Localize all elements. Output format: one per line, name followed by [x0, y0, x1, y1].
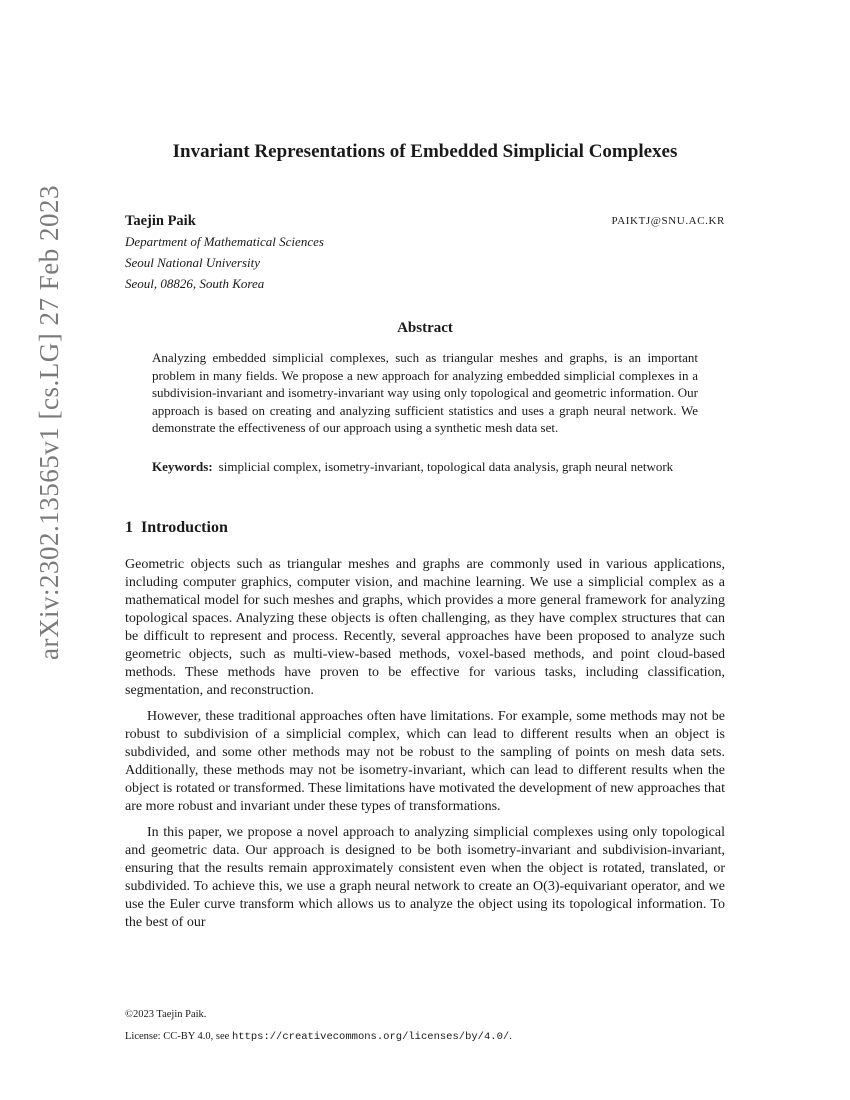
- paragraph: However, these traditional approaches often have limitations. For example, some methods may not be robust to subdivision of a simplicial complex, which can lead to different results when an object is subdivided, and some other methods may not be robust to the sampling of points on mesh data sets. Additionally, these methods may not be isometry-invariant, which can lead to different results when the object is rotated or transformed. These limitations have motivated the development of new approaches that are more robust and invariant under these types of transformations.: [125, 709, 725, 814]
- section-heading: [125, 519, 228, 537]
- keywords: [152, 458, 698, 476]
- copyright-line: ©2023 Taejin Paik.: [125, 1009, 207, 1020]
- affiliation-university: Seoul National University: [125, 255, 261, 270]
- affiliation-department: Department of Mathematical Sciences: [125, 234, 324, 249]
- license-line: [125, 1026, 725, 1048]
- keywords-text: simplicial complex, isometry-invariant, topological data analysis, graph neural network: [218, 459, 674, 474]
- abstract-heading: Abstract: [397, 320, 453, 336]
- section-title: Introduction: [141, 519, 228, 536]
- author-email: PAIKTJ@SNU.AC.KR: [611, 215, 725, 227]
- section-body: [125, 556, 725, 940]
- paragraph: Geometric objects such as triangular meshes and graphs are commonly used in various applications, including computer graphics, computer vision, and machine learning. We use a simplicial complex as a mathematical model for such meshes and graphs, which provides a more general framework for analyzing topological spaces. Analyzing these objects is often challenging, as they have complex structures that can be difficult to represent and process. Recently, several approaches have been proposed to analyze such geometric objects, such as multi-view-based methods, voxel-based methods, and point cloud-based methods. These methods have proven to be effective for various tasks, including classification, segmentation, and reconstruction.: [125, 557, 725, 698]
- arxiv-identifier-stamp: arXiv:2302.13565v1 [cs.LG] 27 Feb 2023: [34, 185, 64, 660]
- license-link[interactable]: https://creativecommons.org/licenses/by/4.0/: [231, 1031, 510, 1043]
- paper-title: Invariant Representations of Embedded Simplicial Complexes: [172, 141, 678, 162]
- footnote: [125, 1004, 725, 1048]
- license-suffix: .: [509, 1031, 512, 1042]
- license-prefix: License: CC-BY 4.0, see: [125, 1031, 232, 1042]
- author-block: [125, 211, 725, 294]
- affiliation-address: Seoul, 08826, South Korea: [125, 276, 265, 291]
- author-name: Taejin Paik: [125, 213, 196, 229]
- keywords-label: Keywords:: [152, 459, 213, 474]
- paragraph: In this paper, we propose a novel approach to analyzing simplicial complexes using only topological and geometric data. Our approach is designed to be both isometry-invariant and subdivision-invariant, ensuring that the results remain approximately consistent even when the object is rotated, translated, or subdivided. To achieve this, we use a graph neural network to create an O(3)-equivariant operator, and we use the Euler curve transform which allows us to analyze the object using its topological information. To the best of our: [125, 825, 725, 930]
- abstract-text: Analyzing embedded simplicial complexes, such as triangular meshes and graphs, is an important problem in many fields. We propose a new approach for analyzing embedded simplicial complexes in a subdivision-invariant and isometry-invariant way using only topological and geometric information. Our approach is based on creating and analyzing sufficient statistics and uses a graph neural network. We demonstrate the effectiveness of our approach using a synthetic mesh data set.: [152, 350, 698, 435]
- section-number: 1: [125, 519, 133, 536]
